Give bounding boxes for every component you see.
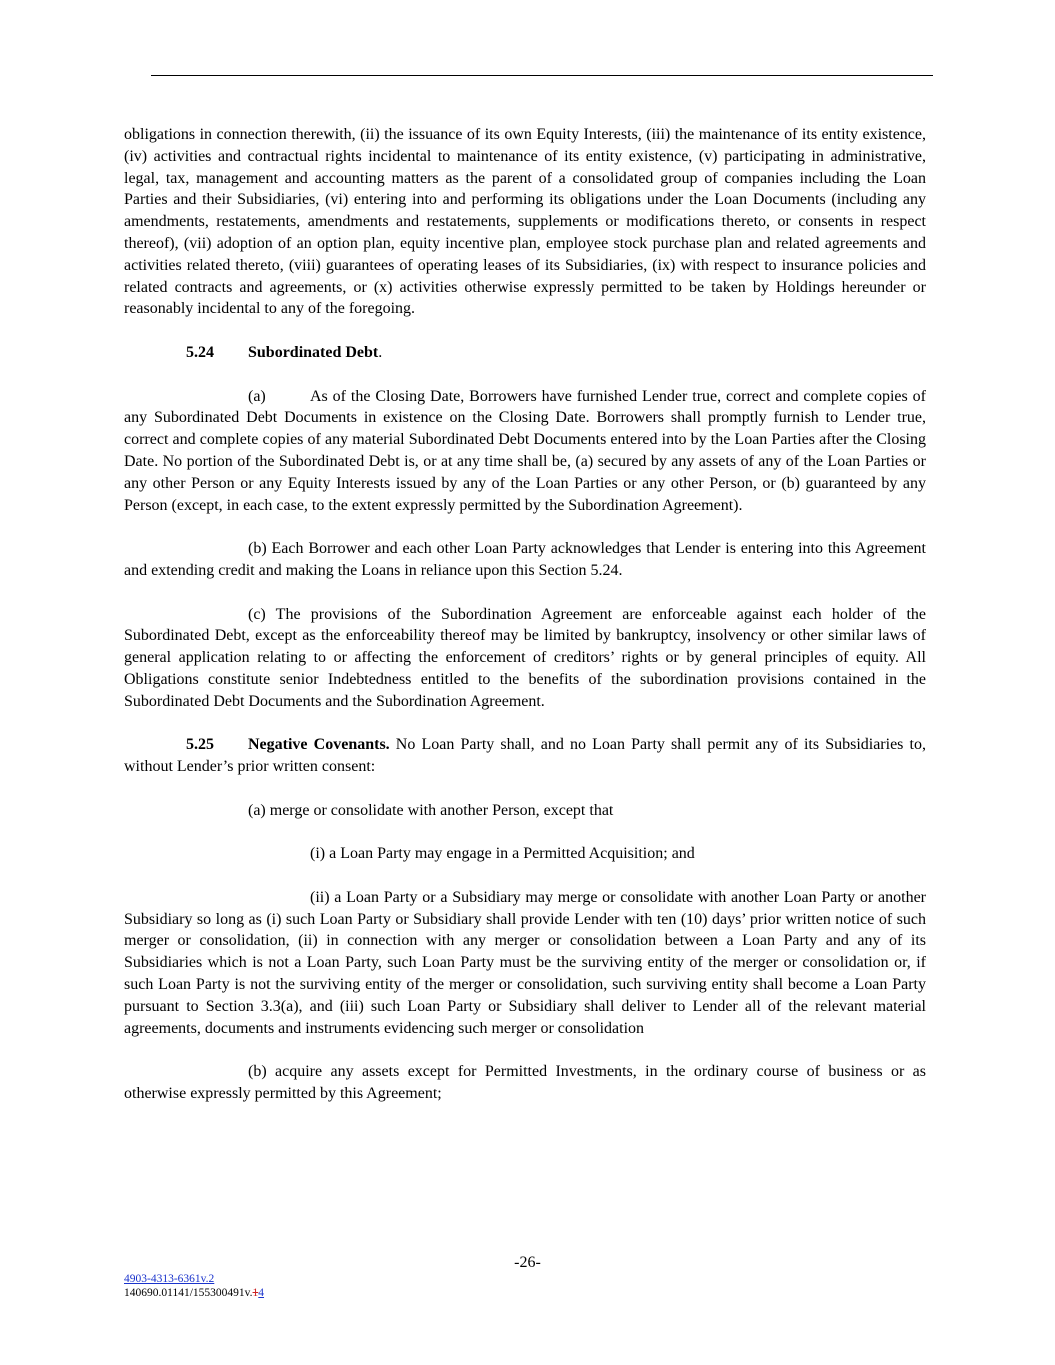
footer-doc-id-inserted: 4903-4313-6361v.2 xyxy=(124,1273,215,1285)
section-5-24-b: (b) Each Borrower and each other Loan Party acknowledges that Lender is entering into this Agreement and extending credit and making the Loans in reliance upon this Section 5.24. xyxy=(124,540,926,579)
document-footer xyxy=(124,1273,264,1300)
section-number: 5.24 xyxy=(186,343,214,361)
section-number: 5.25 xyxy=(186,736,214,754)
document-body xyxy=(124,124,926,1105)
section-title-punct: . xyxy=(378,343,383,361)
section-5-25-a-i: (i) a Loan Party may engage in a Permitted Acquisition; and xyxy=(310,845,695,863)
section-title: Subordinated Debt xyxy=(248,343,379,361)
section-title: Negative Covenants. xyxy=(248,736,390,754)
section-5-25-a-ii: (ii) a Loan Party or a Subsidiary may merge or consolidate with another Loan Party or another Subsidiary so long as (i) such Loan Party or Subsidiary shall provide Lender with ten (10) days’ prior written notice of such merger or consolidation, (ii) in connection with any merger or consolidation between a Loan Party and any of its Subsidiaries which is not a Loan Party, such Loan Party must be the surviving entity of the merger or consolidation or, if such Loan Party is not the surviving entity of the merger or consolidation, such surviving entity shall become a Loan Party pursuant to Section 3.3(a), and (iii) such Loan Party or Subsidiary shall deliver to Lender all of the relevant material agreements, documents and instruments evidencing such merger or consolidation xyxy=(124,888,926,1037)
header-rule xyxy=(151,75,933,76)
section-5-24-heading xyxy=(124,342,926,364)
section-5-25-b: (b) acquire any assets except for Permitted Investments, in the ordinary course of business or as otherwise expressly permitted by this Agreement; xyxy=(124,1063,926,1103)
footer-doc-id-base: 140690.01141/155300491v. xyxy=(124,1286,253,1299)
section-5-25-a: (a) merge or consolidate with another Person, except that xyxy=(248,801,614,819)
section-lead-text: No Loan Party shall, and no Loan Party shall permit any of its Subsidiaries to, without Lender’s prior written consent: xyxy=(124,736,926,776)
clause-label: (a) xyxy=(248,387,266,405)
section-5-24-a xyxy=(124,386,926,517)
intro-paragraph: obligations in connection therewith, (ii) the issuance of its own Equity Interests, (iii) the maintenance of its entity existence, (iv) activities and contractual rights incidental to maintenance of its entity existence, (v) participating in administrative, legal, tax, management and accounting matters as the parent of a consolidated group of companies including the Loan Parties and their Subsidiaries, (vi) entering into and performing its obligations under the Loan Documents (including any amendments, restatements, amendments and restatements, supplements or modifications thereto, or consents in respect thereof), (vii) adoption of an option plan, equity incentive plan, employee stock purchase plan and related agreements and activities related thereto, (viii) guarantees of operating leases of its Subsidiaries, (ix) with respect to insurance policies and related contracts and agreements, or (x) activities otherwise expressly permitted to be taken by Holdings hereunder or reasonably incidental to any of the foregoing. xyxy=(124,126,926,318)
section-5-25-heading xyxy=(124,734,926,778)
clause-text: As of the Closing Date, Borrowers have furnished Lender true, correct and complete copies of any Subordinated Debt Documents in existence on the Closing Date. Borrowers shall promptly furnish to Lender true, correct and complete copies of any material Subordinated Debt Documents entered into by the Loan Parties after the Closing Date. No portion of the Subordinated Debt is, or at any time shall be, (a) secured by any assets of any of the Loan Parties or any other Person or any Equity Interests issued by any of the Loan Parties or any other Person, or (b) guaranteed by any Person (except, in each case, to the extent expressly permitted by the Subordination Agreement). xyxy=(124,387,926,514)
page-number: -26- xyxy=(514,1254,541,1271)
footer-doc-id xyxy=(124,1287,264,1301)
footer-version-struck: 1 xyxy=(252,1286,259,1299)
footer-version-inserted: 4 xyxy=(258,1286,265,1299)
section-5-24-c: (c) The provisions of the Subordination Agreement are enforceable against each holder of the Subordinated Debt, except as the enforceability thereof may be limited by bankruptcy, insolvency or other similar laws of general application relating to or affecting the enforcement of creditors’ rights or by general principles of equity. All Obligations constitute senior Indebtedness entitled to the benefits of the subordination provisions contained in the Subordinated Debt Documents and the Subordination Agreement. xyxy=(124,605,926,710)
